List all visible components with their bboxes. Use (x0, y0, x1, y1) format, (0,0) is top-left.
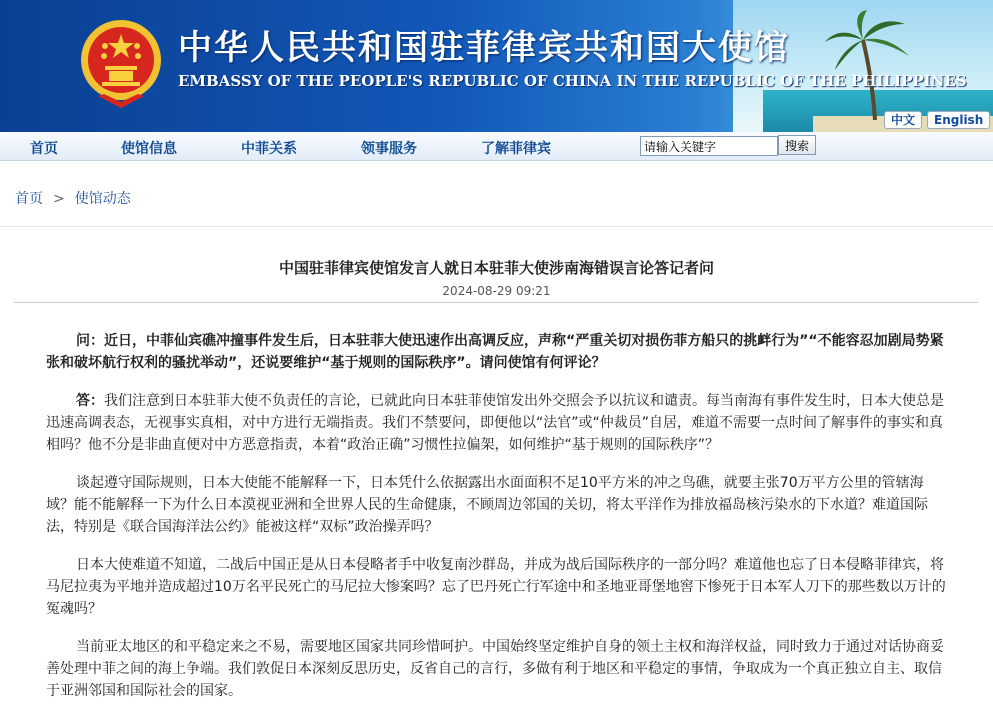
palm-tree-icon (823, 10, 913, 120)
breadcrumb-home[interactable]: 首页 (15, 191, 43, 207)
body-paragraph: 日本大使难道不知道，二战后中国正是从日本侵略者手中收复南沙群岛，并成为战后国际秩序的一部分吗？难道他也忘了日本侵略菲律宾，将马尼拉夷为平地并造成超过10万名平民死亡的马尼拉大惨案吗？忘了巴丹死亡行军途中和圣地亚哥堡地窖下惨死于日本军人刀下的那些数以万计的冤魂吗？ (46, 557, 946, 617)
breadcrumb-separator: > (53, 191, 65, 207)
article-date: 2024-08-29 09:21 (442, 284, 551, 298)
question-paragraph: 问：近日，中菲仙宾礁冲撞事件发生后，日本驻菲大使迅速作出高调反应，声称“严重关切对损伤菲方船只的挑衅行为”“不能容忍加剧局势紧张和破坏航行权利的骚扰举动”，还说要维护“基于规则的国际秩序”。请问使馆有何评论？ (46, 333, 944, 371)
breadcrumb (15, 188, 131, 208)
nav-item-embassy-info[interactable]: 使馆信息 (121, 141, 177, 157)
nav-item-home[interactable]: 首页 (30, 141, 58, 157)
answer-paragraph (46, 390, 950, 456)
search-input[interactable] (640, 136, 778, 156)
nav-item-consular[interactable]: 领事服务 (361, 141, 417, 157)
answer-label: 答： (76, 393, 104, 409)
answer-text: 我们注意到日本驻菲大使不负责任的言论，已就此向日本驻菲使馆发出外交照会予以抗议和谴责。每当南海有事件发生时，日本大使总是迅速高调表态，无视事实真相，对中方进行无端指责。我们不禁要问，即便他以“法官”或“仲裁员”自居，难道不需要一点时间了解事件的事实和真相吗？他不分是非曲直便对中方恶意指责，本着“政治正确”习惯性拉偏架，如何维护“基于规则的国际秩序”？ (46, 393, 944, 453)
divider (0, 226, 993, 227)
article-body (46, 330, 950, 718)
breadcrumb-current[interactable]: 使馆动态 (74, 191, 131, 207)
article-title: 中国驻菲律宾使馆发言人就日本驻菲大使涉南海错误言论答记者问 (278, 259, 714, 277)
main-nav (0, 132, 993, 161)
lang-chinese-button[interactable]: 中文 (884, 111, 922, 129)
nav-item-about-philippines[interactable]: 了解菲律宾 (481, 141, 551, 157)
site-title-cn: 中华人民共和国驻菲律宾共和国大使馆 (178, 28, 790, 68)
body-paragraph: 谈起遵守国际规则，日本大使能不能解释一下，日本凭什么依据露出水面面积不足10平方米的冲之鸟礁，就要主张70万平方公里的管辖海域？能不能解释一下为什么日本漠视亚洲和全世界人民的生命健康，不顾周边邻国的关切，将太平洋作为排放福岛核污染水的下水道？难道国际法，特别是《联合国海洋法公约》能被这样“双标”政治操弄吗？ (46, 475, 928, 535)
national-emblem-icon (78, 16, 164, 110)
divider (14, 302, 978, 303)
site-header (0, 0, 993, 132)
body-paragraph: 当前亚太地区的和平稳定来之不易，需要地区国家共同珍惜呵护。中国始终坚定维护自身的领土主权和海洋权益，同时致力于通过对话协商妥善处理中菲之间的海上争端。我们敦促日本深刻反思历史，反省自己的言行，多做有利于地区和平稳定的事情，争取成为一个真正独立自主、取信于亚洲邻国和国际社会的国家。 (46, 639, 944, 699)
lang-english-button[interactable]: English (927, 111, 990, 129)
site-title-en: EMBASSY OF THE PEOPLE'S REPUBLIC OF CHINA IN THE REPUBLIC OF THE PHILIPPINES (178, 72, 967, 90)
nav-item-china-philippines[interactable]: 中菲关系 (241, 141, 297, 157)
search-button[interactable]: 搜索 (778, 135, 816, 155)
